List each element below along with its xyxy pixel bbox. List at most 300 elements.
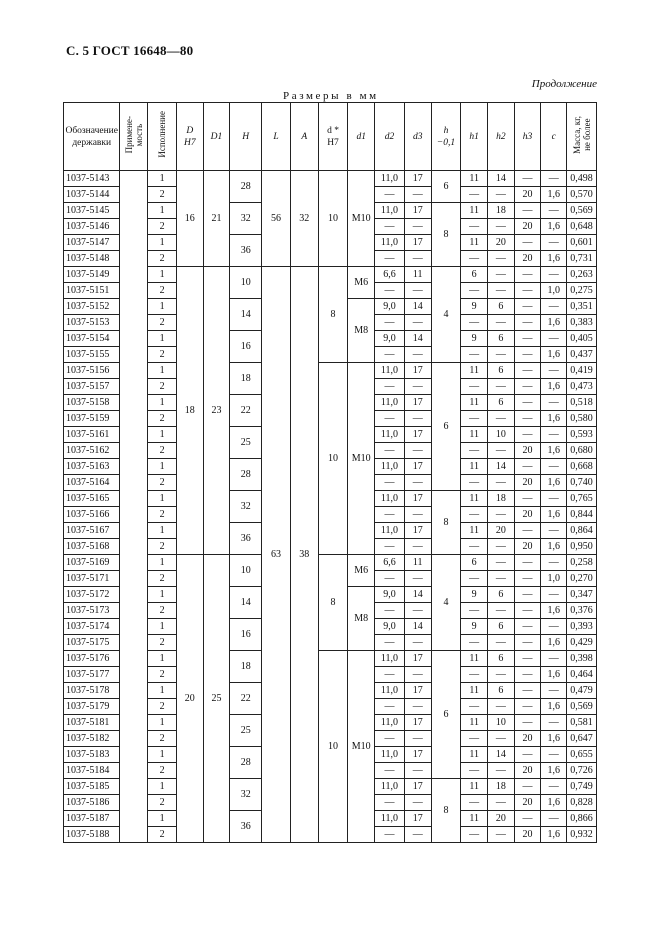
cell-d2: — <box>375 379 405 395</box>
cell-designation: 1037-5166 <box>64 507 120 523</box>
cell-d1: M8 <box>348 587 375 651</box>
cell-m: 0,749 <box>567 779 597 795</box>
header-c: c <box>541 103 567 171</box>
cell-d3: 17 <box>404 491 431 507</box>
cell-h3: 20 <box>514 443 541 459</box>
cell-c: 1,6 <box>541 699 567 715</box>
cell-c: — <box>541 747 567 763</box>
cell-d: 10 <box>318 363 348 555</box>
cell-v: 2 <box>148 603 177 619</box>
cell-d2: 11,0 <box>375 171 405 187</box>
cell-m: 0,258 <box>567 555 597 571</box>
header-d3: d3 <box>404 103 431 171</box>
cell-m: 0,383 <box>567 315 597 331</box>
cell-d: 10 <box>318 651 348 843</box>
cell-h2: — <box>488 507 515 523</box>
cell-h2: — <box>488 699 515 715</box>
cell-c: — <box>541 491 567 507</box>
cell-c: 1,0 <box>541 283 567 299</box>
cell-h2: — <box>488 827 515 843</box>
cell-d2: — <box>375 315 405 331</box>
cell-h1: — <box>461 571 488 587</box>
cell-designation: 1037-5179 <box>64 699 120 715</box>
cell-h1: — <box>461 475 488 491</box>
cell-c: 1,6 <box>541 603 567 619</box>
cell-d3: 17 <box>404 395 431 411</box>
cell-m: 0,581 <box>567 715 597 731</box>
cell-h: 18 <box>230 651 262 683</box>
cell-d: 18 <box>176 267 203 555</box>
cell-designation: 1037-5147 <box>64 235 120 251</box>
cell-h1: — <box>461 795 488 811</box>
cell-d2: 11,0 <box>375 811 405 827</box>
cell-h1: — <box>461 603 488 619</box>
cell-d2: — <box>375 667 405 683</box>
cell-d2: 11,0 <box>375 651 405 667</box>
cell-c: — <box>541 299 567 315</box>
cell-m: 0,498 <box>567 171 597 187</box>
cell-v: 1 <box>148 715 177 731</box>
cell-h2: — <box>488 635 515 651</box>
cell-designation: 1037-5152 <box>64 299 120 315</box>
cell-d2: — <box>375 603 405 619</box>
cell-h2: — <box>488 539 515 555</box>
cell-v: 1 <box>148 363 177 379</box>
header-h: h −0,1 <box>431 103 461 171</box>
cell-c: — <box>541 811 567 827</box>
cell-h3: — <box>514 619 541 635</box>
cell-v: 1 <box>148 555 177 571</box>
cell-v: 1 <box>148 683 177 699</box>
cell-c: 1,0 <box>541 571 567 587</box>
cell-m: 0,518 <box>567 395 597 411</box>
cell-d2: — <box>375 475 405 491</box>
cell-designation: 1037-5171 <box>64 571 120 587</box>
cell-h2: 14 <box>488 747 515 763</box>
cell-h: 32 <box>230 491 262 523</box>
cell-h3: — <box>514 427 541 443</box>
cell-h3: 20 <box>514 187 541 203</box>
cell-d2: — <box>375 699 405 715</box>
header-d2: d2 <box>375 103 405 171</box>
cell-v: 2 <box>148 539 177 555</box>
cell-m: 0,570 <box>567 187 597 203</box>
cell-v: 1 <box>148 779 177 795</box>
cell-m: 0,419 <box>567 363 597 379</box>
cell-d1: M10 <box>348 171 375 267</box>
cell-v: 2 <box>148 507 177 523</box>
cell-designation: 1037-5162 <box>64 443 120 459</box>
cell-d3: — <box>404 283 431 299</box>
cell-h3: — <box>514 651 541 667</box>
cell-h1: — <box>461 347 488 363</box>
cell-a: 32 <box>290 171 318 267</box>
cell-designation: 1037-5158 <box>64 395 120 411</box>
cell-m: 0,275 <box>567 283 597 299</box>
cell-v: 2 <box>148 763 177 779</box>
cell-h: 28 <box>230 171 262 203</box>
cell-d2: 9,0 <box>375 331 405 347</box>
cell-h3: 20 <box>514 539 541 555</box>
cell-h2: — <box>488 555 515 571</box>
cell-v: 2 <box>148 571 177 587</box>
cell-designation: 1037-5151 <box>64 283 120 299</box>
header-mass: Масса, кг, не более <box>567 103 597 171</box>
cell-h2: — <box>488 379 515 395</box>
cell-d3: 17 <box>404 523 431 539</box>
cell-h3: 20 <box>514 507 541 523</box>
cell-h2: 6 <box>488 587 515 603</box>
cell-h2: 20 <box>488 523 515 539</box>
cell-h1: 6 <box>461 555 488 571</box>
cell-c: — <box>541 171 567 187</box>
cell-h1: 11 <box>461 235 488 251</box>
cell-v: 2 <box>148 283 177 299</box>
cell-h: 4 <box>431 555 461 651</box>
cell-designation: 1037-5165 <box>64 491 120 507</box>
cell-c: — <box>541 459 567 475</box>
cell-v: 2 <box>148 315 177 331</box>
cell-h: 8 <box>431 203 461 267</box>
cell-h3: 20 <box>514 731 541 747</box>
cell-d3: — <box>404 603 431 619</box>
cell-c: 1,6 <box>541 827 567 843</box>
cell-d2: — <box>375 539 405 555</box>
cell-designation: 1037-5172 <box>64 587 120 603</box>
cell-h: 36 <box>230 523 262 555</box>
cell-designation: 1037-5164 <box>64 475 120 491</box>
cell-h2: — <box>488 187 515 203</box>
page-header: С. 5 ГОСТ 16648—80 <box>66 43 194 58</box>
cell-h: 6 <box>431 171 461 203</box>
cell-v: 1 <box>148 267 177 283</box>
cell-l: 63 <box>262 267 291 843</box>
cell-d2: — <box>375 763 405 779</box>
cell-h2: — <box>488 731 515 747</box>
cell-d3: 17 <box>404 651 431 667</box>
cell-h2: 6 <box>488 619 515 635</box>
cell-h2: — <box>488 443 515 459</box>
cell-m: 0,844 <box>567 507 597 523</box>
cell-h1: — <box>461 315 488 331</box>
cell-v: 2 <box>148 699 177 715</box>
cell-d1: M6 <box>348 555 375 587</box>
cell-designation: 1037-5183 <box>64 747 120 763</box>
cell-d2: 9,0 <box>375 299 405 315</box>
cell-c: — <box>541 651 567 667</box>
cell-h1: — <box>461 219 488 235</box>
cell-c: — <box>541 683 567 699</box>
cell-h3: — <box>514 667 541 683</box>
cell-h3: — <box>514 603 541 619</box>
cell-h: 16 <box>230 619 262 651</box>
cell-d2: 11,0 <box>375 363 405 379</box>
cell-h1: 11 <box>461 683 488 699</box>
cell-h: 6 <box>431 651 461 779</box>
cell-designation: 1037-5163 <box>64 459 120 475</box>
cell-h3: — <box>514 811 541 827</box>
cell-v: 1 <box>148 587 177 603</box>
cell-h1: — <box>461 251 488 267</box>
cell-h: 10 <box>230 555 262 587</box>
cell-h1: 11 <box>461 491 488 507</box>
cell-designation: 1037-5184 <box>64 763 120 779</box>
cell-h2: 6 <box>488 299 515 315</box>
cell-c: 1,6 <box>541 219 567 235</box>
cell-d2: — <box>375 571 405 587</box>
cell-h3: — <box>514 411 541 427</box>
cell-m: 0,740 <box>567 475 597 491</box>
cell-h3: — <box>514 491 541 507</box>
header-version: Исполнение <box>148 103 177 171</box>
cell-d2: — <box>375 251 405 267</box>
cell-h3: — <box>514 779 541 795</box>
cell-d3: 14 <box>404 331 431 347</box>
cell-d2: 9,0 <box>375 587 405 603</box>
cell-h2: — <box>488 667 515 683</box>
cell-d3: — <box>404 219 431 235</box>
cell-h3: — <box>514 699 541 715</box>
cell-designation: 1037-5148 <box>64 251 120 267</box>
cell-c: 1,6 <box>541 347 567 363</box>
header-d1: d1 <box>348 103 375 171</box>
cell-d2: 11,0 <box>375 683 405 699</box>
cell-d3: 17 <box>404 363 431 379</box>
cell-d3: 17 <box>404 203 431 219</box>
cell-c: — <box>541 331 567 347</box>
cell-c: — <box>541 587 567 603</box>
cell-c: — <box>541 363 567 379</box>
cell-h3: 20 <box>514 827 541 843</box>
cell-h1: 9 <box>461 299 488 315</box>
cell-h3: — <box>514 283 541 299</box>
cell-h3: — <box>514 235 541 251</box>
cell-c: — <box>541 427 567 443</box>
cell-d3: 14 <box>404 587 431 603</box>
cell-h1: 6 <box>461 267 488 283</box>
cell-d3: 17 <box>404 811 431 827</box>
cell-d3: — <box>404 379 431 395</box>
cell-d1: 23 <box>203 267 230 555</box>
cell-d2: 6,6 <box>375 555 405 571</box>
cell-m: 0,347 <box>567 587 597 603</box>
cell-m: 0,601 <box>567 235 597 251</box>
cell-m: 0,668 <box>567 459 597 475</box>
cell-designation: 1037-5178 <box>64 683 120 699</box>
cell-c: — <box>541 523 567 539</box>
cell-m: 0,648 <box>567 219 597 235</box>
cell-v: 2 <box>148 443 177 459</box>
cell-h2: — <box>488 763 515 779</box>
cell-v: 2 <box>148 379 177 395</box>
cell-d3: 17 <box>404 683 431 699</box>
cell-c: 1,6 <box>541 795 567 811</box>
cell-c: 1,6 <box>541 443 567 459</box>
cell-h2: — <box>488 411 515 427</box>
cell-c: — <box>541 235 567 251</box>
cell-d2: 11,0 <box>375 203 405 219</box>
dimensions-caption: Размеры в мм <box>283 90 379 102</box>
cell-designation: 1037-5157 <box>64 379 120 395</box>
cell-d3: — <box>404 635 431 651</box>
cell-m: 0,765 <box>567 491 597 507</box>
cell-h2: 6 <box>488 363 515 379</box>
cell-h2: — <box>488 603 515 619</box>
cell-d3: — <box>404 795 431 811</box>
cell-d2: — <box>375 795 405 811</box>
cell-h1: 11 <box>461 203 488 219</box>
cell-v: 1 <box>148 395 177 411</box>
cell-designation: 1037-5144 <box>64 187 120 203</box>
cell-h3: — <box>514 331 541 347</box>
cell-designation: 1037-5167 <box>64 523 120 539</box>
cell-d3: — <box>404 475 431 491</box>
cell-h2: 6 <box>488 651 515 667</box>
cell-h1: 11 <box>461 523 488 539</box>
cell-d: 8 <box>318 555 348 651</box>
header-d: d * H7 <box>318 103 348 171</box>
cell-h: 25 <box>230 427 262 459</box>
cell-h2: 14 <box>488 171 515 187</box>
cell-h3: 20 <box>514 795 541 811</box>
cell-m: 0,655 <box>567 747 597 763</box>
table-row <box>64 171 597 187</box>
cell-d3: 17 <box>404 747 431 763</box>
cell-v: 1 <box>148 619 177 635</box>
cell-a: 38 <box>290 267 318 843</box>
continuation-label: Продолжение <box>531 78 597 90</box>
cell-h1: 11 <box>461 715 488 731</box>
cell-d3: — <box>404 315 431 331</box>
cell-m: 0,351 <box>567 299 597 315</box>
table-header-row <box>64 103 597 171</box>
cell-d1: M8 <box>348 299 375 363</box>
header-A: A <box>290 103 318 171</box>
cell-d1: 21 <box>203 171 230 267</box>
cell-d3: — <box>404 539 431 555</box>
cell-designation: 1037-5187 <box>64 811 120 827</box>
cell-d: 8 <box>318 267 348 363</box>
cell-h3: 20 <box>514 763 541 779</box>
cell-h: 25 <box>230 715 262 747</box>
cell-h1: 11 <box>461 811 488 827</box>
cell-h: 14 <box>230 299 262 331</box>
cell-designation: 1037-5155 <box>64 347 120 363</box>
cell-h2: — <box>488 283 515 299</box>
cell-d3: 14 <box>404 299 431 315</box>
cell-d3: — <box>404 571 431 587</box>
cell-h1: — <box>461 507 488 523</box>
cell-designation: 1037-5154 <box>64 331 120 347</box>
cell-h1: — <box>461 411 488 427</box>
cell-c: 1,6 <box>541 187 567 203</box>
cell-designation: 1037-5156 <box>64 363 120 379</box>
header-h2: h2 <box>488 103 515 171</box>
cell-designation: 1037-5161 <box>64 427 120 443</box>
cell-h: 16 <box>230 331 262 363</box>
cell-d3: — <box>404 827 431 843</box>
cell-d3: — <box>404 507 431 523</box>
cell-d3: — <box>404 667 431 683</box>
cell-h2: 18 <box>488 203 515 219</box>
cell-m: 0,950 <box>567 539 597 555</box>
cell-h1: — <box>461 635 488 651</box>
cell-h2: — <box>488 475 515 491</box>
cell-m: 0,731 <box>567 251 597 267</box>
cell-h3: — <box>514 555 541 571</box>
cell-d1: M6 <box>348 267 375 299</box>
cell-h2: 6 <box>488 331 515 347</box>
cell-h3: — <box>514 683 541 699</box>
cell-c: — <box>541 779 567 795</box>
cell-c: 1,6 <box>541 411 567 427</box>
cell-v: 1 <box>148 811 177 827</box>
cell-c: — <box>541 619 567 635</box>
cell-d3: — <box>404 411 431 427</box>
cell-h: 8 <box>431 779 461 843</box>
cell-h: 22 <box>230 683 262 715</box>
cell-d2: 11,0 <box>375 395 405 411</box>
cell-h3: — <box>514 203 541 219</box>
cell-d: 10 <box>318 171 348 267</box>
cell-designation: 1037-5175 <box>64 635 120 651</box>
cell-d2: 11,0 <box>375 427 405 443</box>
cell-v: 1 <box>148 747 177 763</box>
cell-h: 32 <box>230 779 262 811</box>
cell-designation: 1037-5153 <box>64 315 120 331</box>
cell-v: 1 <box>148 523 177 539</box>
cell-d: 16 <box>176 171 203 267</box>
cell-v: 1 <box>148 331 177 347</box>
cell-h3: — <box>514 363 541 379</box>
cell-application <box>120 171 148 843</box>
cell-h: 22 <box>230 395 262 427</box>
cell-d2: 11,0 <box>375 747 405 763</box>
cell-d3: 17 <box>404 779 431 795</box>
cell-c: — <box>541 555 567 571</box>
cell-d3: — <box>404 347 431 363</box>
cell-h1: — <box>461 443 488 459</box>
cell-m: 0,580 <box>567 411 597 427</box>
cell-h3: — <box>514 299 541 315</box>
cell-m: 0,405 <box>567 331 597 347</box>
cell-v: 1 <box>148 491 177 507</box>
cell-m: 0,376 <box>567 603 597 619</box>
header-L: L <box>262 103 291 171</box>
header-h1: h1 <box>461 103 488 171</box>
cell-h2: — <box>488 571 515 587</box>
cell-h3: — <box>514 571 541 587</box>
cell-designation: 1037-5177 <box>64 667 120 683</box>
cell-m: 0,263 <box>567 267 597 283</box>
cell-designation: 1037-5145 <box>64 203 120 219</box>
cell-d3: 14 <box>404 619 431 635</box>
cell-d2: 9,0 <box>375 619 405 635</box>
cell-c: 1,6 <box>541 379 567 395</box>
cell-h1: 11 <box>461 459 488 475</box>
cell-designation: 1037-5185 <box>64 779 120 795</box>
cell-h1: 11 <box>461 427 488 443</box>
cell-h3: — <box>514 635 541 651</box>
cell-h2: 10 <box>488 427 515 443</box>
header-D1: D1 <box>203 103 230 171</box>
cell-d: 20 <box>176 555 203 843</box>
cell-d2: — <box>375 443 405 459</box>
cell-d2: 11,0 <box>375 491 405 507</box>
cell-d1: 25 <box>203 555 230 843</box>
cell-h: 14 <box>230 587 262 619</box>
cell-h2: 14 <box>488 459 515 475</box>
